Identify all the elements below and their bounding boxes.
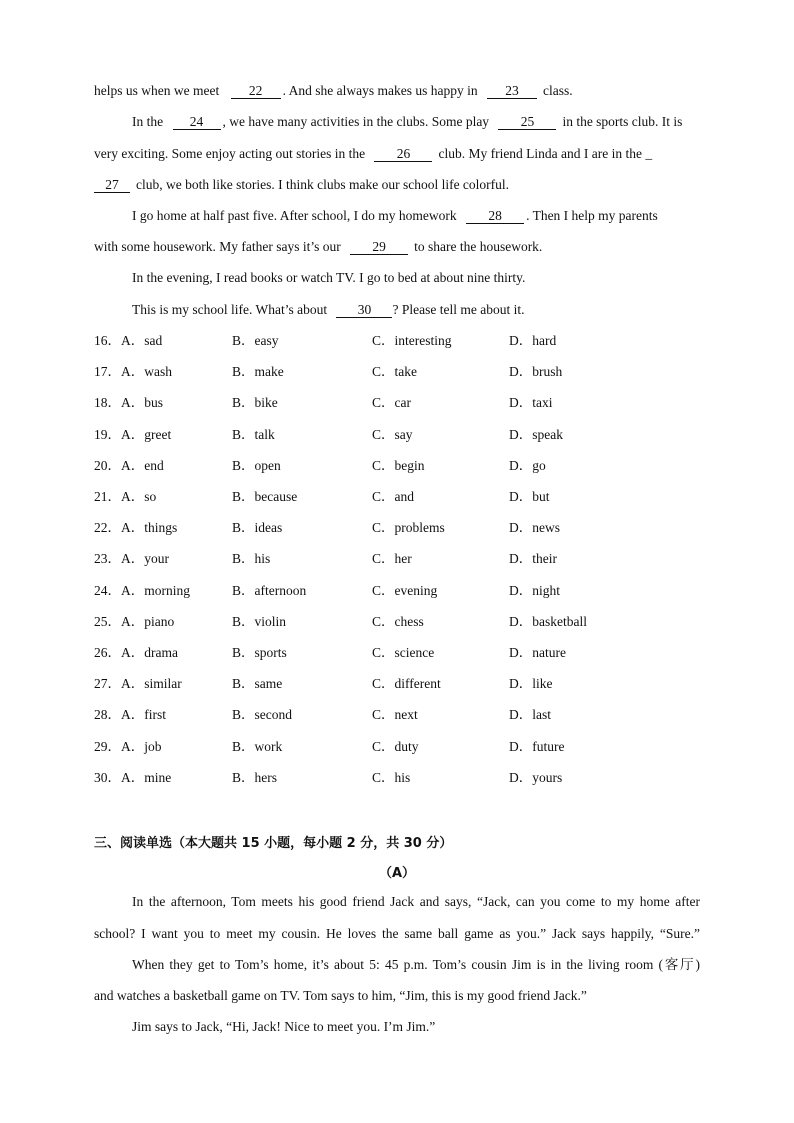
option-a: A．piano — [121, 614, 175, 629]
option-b: B．open — [232, 458, 281, 473]
option-a: A．job — [121, 739, 162, 754]
question-number: 26． — [94, 645, 121, 660]
option-c: C．and — [372, 489, 414, 504]
question-number: 24． — [94, 583, 121, 598]
question-number: 23． — [94, 551, 121, 566]
question-number: 17． — [94, 364, 121, 379]
question-option-row — [94, 706, 700, 724]
option-c: C．take — [372, 364, 417, 379]
passage-subtitle: （A） — [378, 866, 416, 881]
option-d: D．future — [509, 739, 565, 754]
option-a: A．greet — [121, 427, 172, 442]
passage-line-4 — [94, 176, 700, 194]
reading-line-2: school? I want you to meet my cousin. He loves the same ball game as you.” Jack says happily, “Sure.” — [94, 926, 700, 941]
passage-text: , we have many activities in the clubs. Some play — [222, 114, 490, 129]
passage-line-8 — [132, 301, 700, 319]
option-a: A．your — [121, 551, 169, 566]
passage-text: with some housework. My father says it’s our — [94, 239, 341, 254]
option-c: C．different — [372, 676, 441, 691]
question-option-row — [94, 457, 700, 475]
answer-blank-29: 29 — [350, 239, 408, 255]
answer-blank-28: 28 — [466, 208, 524, 224]
option-b: B．because — [232, 489, 298, 504]
option-d: D．yours — [509, 770, 563, 785]
passage-text: . And she always makes us happy in — [282, 83, 478, 98]
option-a: A．so — [121, 489, 157, 504]
option-a: A．drama — [121, 645, 178, 660]
question-number: 25． — [94, 614, 121, 629]
option-b: B．talk — [232, 427, 275, 442]
option-c: C．begin — [372, 458, 425, 473]
option-d: D．night — [509, 583, 561, 598]
passage-text: club, we both like stories. I think clubs make our school life colorful. — [136, 177, 510, 192]
option-a: A．similar — [121, 676, 182, 691]
option-d: D．taxi — [509, 395, 553, 410]
section-title: 三、阅读单选（本大题共 15 小题，每小题 2 分，共 30 分） — [94, 836, 453, 851]
question-option-row — [94, 519, 700, 537]
option-c: C．chess — [372, 614, 424, 629]
question-number: 27． — [94, 676, 121, 691]
question-option-row — [94, 675, 700, 693]
option-d: D．their — [509, 551, 557, 566]
passage-text: in the sports club. It is — [562, 114, 683, 129]
passage-text: class. — [542, 83, 573, 98]
reading-line-1: In the afternoon, Tom meets his good friend Jack and says, “Jack, can you come to my home after — [132, 894, 700, 909]
answer-blank-25: 25 — [498, 114, 556, 130]
option-c: C．duty — [372, 739, 419, 754]
option-c: C．say — [372, 427, 413, 442]
passage-line-2 — [132, 113, 700, 131]
option-a: A．sad — [121, 333, 163, 348]
option-c: C．her — [372, 551, 412, 566]
option-b: B．second — [232, 707, 292, 722]
option-a: A．bus — [121, 395, 164, 410]
option-c: C．car — [372, 395, 411, 410]
option-d: D．nature — [509, 645, 566, 660]
question-option-row — [94, 644, 700, 662]
option-a: A．end — [121, 458, 164, 473]
option-d: D．last — [509, 707, 551, 722]
question-number: 19． — [94, 427, 121, 442]
answer-blank-23: 23 — [487, 83, 537, 99]
question-number: 29． — [94, 739, 121, 754]
option-b: B．ideas — [232, 520, 283, 535]
question-option-row — [94, 394, 700, 412]
option-c: C．evening — [372, 583, 438, 598]
option-b: B．afternoon — [232, 583, 307, 598]
question-option-row — [94, 426, 700, 444]
option-d: D．go — [509, 458, 546, 473]
option-b: B．his — [232, 551, 271, 566]
passage-text: I go home at half past five. After school, I do my homework — [132, 208, 457, 223]
reading-line-4: and watches a basketball game on TV. Tom says to him, “Jim, this is my good friend Jack.” — [94, 988, 587, 1003]
option-c: C．interesting — [372, 333, 452, 348]
question-option-row — [94, 613, 700, 631]
option-a: A．things — [121, 520, 178, 535]
option-b: B．same — [232, 676, 283, 691]
passage-text: to share the housework. — [414, 239, 543, 254]
option-a: A．morning — [121, 583, 190, 598]
question-option-row — [94, 769, 700, 787]
question-option-row — [94, 550, 700, 568]
option-b: B．violin — [232, 614, 287, 629]
passage-line-5 — [132, 207, 700, 225]
question-number: 18． — [94, 395, 121, 410]
option-c: C．problems — [372, 520, 445, 535]
option-c: C．his — [372, 770, 411, 785]
answer-blank-22: 22 — [231, 83, 281, 99]
reading-line-3: When they get to Tom’s home, it’s about 5: 45 p.m. Tom’s cousin Jim is in the living room (客厅) — [132, 957, 700, 972]
answer-blank-26: 26 — [374, 146, 432, 162]
passage-text: club. My friend Linda and I are in the _ — [438, 146, 653, 161]
answer-blank-30: 30 — [336, 302, 392, 318]
passage-text: helps us when we meet — [94, 83, 220, 98]
question-number: 20． — [94, 458, 121, 473]
passage-text: In the — [132, 114, 164, 129]
question-number: 21． — [94, 489, 121, 504]
question-option-row — [94, 582, 700, 600]
option-a: A．first — [121, 707, 166, 722]
question-option-row — [94, 738, 700, 756]
passage-text: This is my school life. What’s about — [132, 302, 328, 317]
passage-line-3 — [94, 145, 700, 163]
question-number: 22． — [94, 520, 121, 535]
passage-text: In the evening, I read books or watch TV. I go to bed at about nine thirty. — [132, 270, 526, 285]
option-d: D．hard — [509, 333, 557, 348]
passage-text: ? Please tell me about it. — [392, 302, 525, 317]
option-b: B．easy — [232, 333, 279, 348]
question-number: 28． — [94, 707, 121, 722]
question-option-row — [94, 363, 700, 381]
option-c: C．science — [372, 645, 435, 660]
option-a: A．mine — [121, 770, 172, 785]
question-number: 16． — [94, 333, 121, 348]
passage-line-1 — [94, 82, 700, 100]
option-b: B．work — [232, 739, 283, 754]
reading-line-5: Jim says to Jack, “Hi, Jack! Nice to meet you. I’m Jim.” — [132, 1019, 436, 1034]
option-b: B．make — [232, 364, 284, 379]
answer-blank-24: 24 — [173, 114, 221, 130]
option-d: D．news — [509, 520, 560, 535]
option-b: B．sports — [232, 645, 287, 660]
option-a: A．wash — [121, 364, 172, 379]
option-d: D．brush — [509, 364, 563, 379]
option-b: B．hers — [232, 770, 277, 785]
question-option-row — [94, 488, 700, 506]
option-b: B．bike — [232, 395, 278, 410]
option-c: C．next — [372, 707, 418, 722]
option-d: D．speak — [509, 427, 563, 442]
passage-text: . Then I help my parents — [526, 208, 658, 223]
question-number: 30． — [94, 770, 121, 785]
option-d: D．but — [509, 489, 550, 504]
option-d: D．basketball — [509, 614, 587, 629]
passage-text: very exciting. Some enjoy acting out stories in the — [94, 146, 366, 161]
option-d: D．like — [509, 676, 553, 691]
passage-line-6 — [94, 238, 700, 256]
passage-line-7 — [132, 269, 700, 287]
answer-blank-27: 27 — [94, 177, 130, 193]
question-option-row — [94, 332, 700, 350]
